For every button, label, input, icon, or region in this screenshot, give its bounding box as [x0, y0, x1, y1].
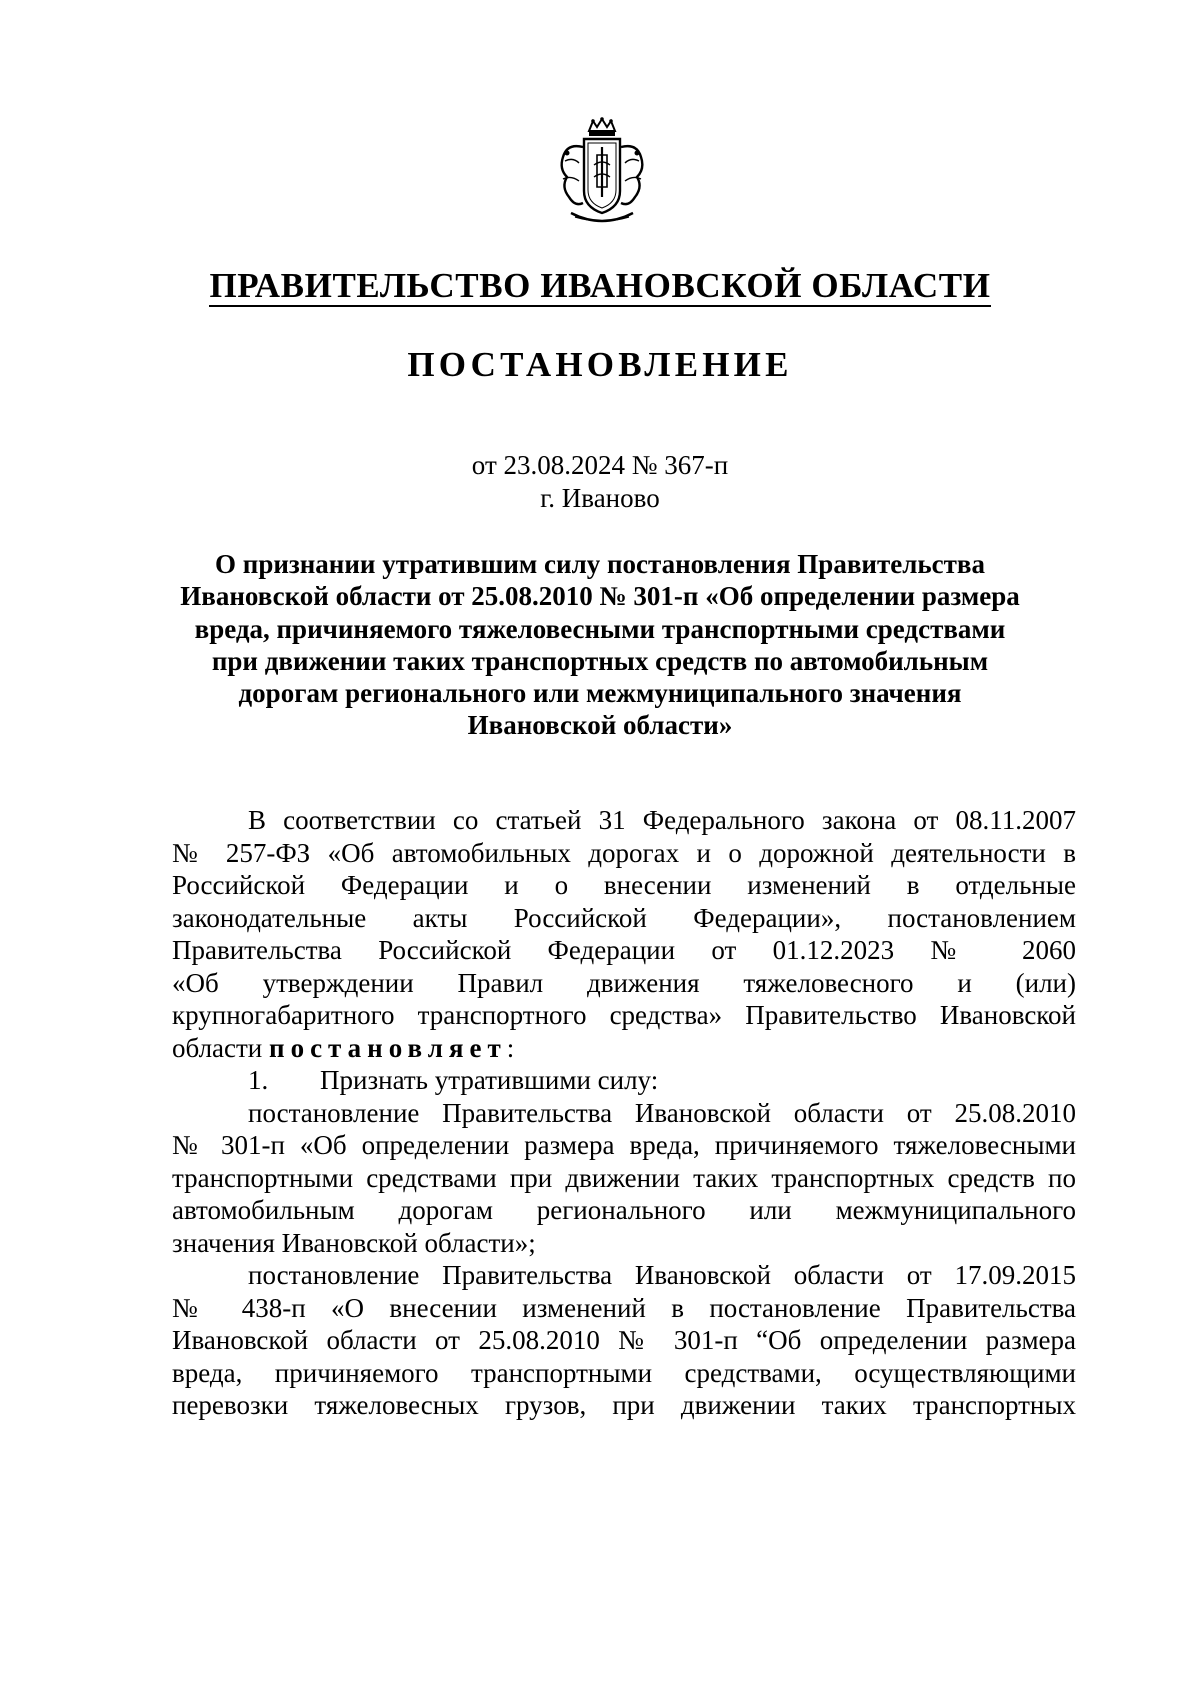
item-1 — [172, 1064, 1076, 1097]
subject-line: вреда, причиняемого тяжеловесными транспортными средствами — [194, 613, 1006, 644]
subject-line: при движении таких транспортных средств по автомобильным — [211, 645, 989, 676]
body-line: законодательные акты Российской Федерации», постановлением — [172, 902, 1076, 933]
subject-line: дорогам регионального или межмуниципального значения — [238, 678, 962, 709]
subject-line: О признании утратившим силу постановления Правительства — [215, 549, 985, 579]
subject-line: Ивановской области от 25.08.2010 № 301-п «Об определении размера — [180, 581, 1020, 612]
body-line: постановление Правительства Ивановской области от 25.08.2010 — [248, 1097, 1076, 1128]
body-line: В соответствии со статьей 31 Федерального закона от 08.11.2007 — [248, 805, 1076, 835]
decides-word: постановляет — [269, 1032, 507, 1063]
document-meta — [0, 449, 1200, 515]
body-line: транспортными средствами при движении таких транспортных средств по — [172, 1162, 1076, 1193]
body-line: крупногабаритного транспортного средства» Правительство Ивановской — [172, 1000, 1076, 1030]
document-type: ПОСТАНОВЛЕНИЕ — [407, 345, 793, 384]
city: г. Иваново — [540, 483, 660, 513]
body-text: : — [506, 1032, 515, 1063]
document-subject — [150, 548, 1050, 742]
document-body — [172, 804, 1076, 1422]
government-title — [0, 264, 1200, 308]
body-line: Ивановской области от 25.08.2010 № 301-п “Об определении размера — [172, 1325, 1076, 1355]
body-line: № 301-п «Об определении размера вреда, причиняемого тяжеловесными — [172, 1130, 1076, 1160]
body-line: автомобильным дорогам регионального или межмуниципального — [172, 1195, 1076, 1225]
body-line: № 438-п «О внесении изменений в постановление Правительства — [172, 1292, 1076, 1323]
coat-of-arms-icon — [553, 117, 651, 229]
body-line: перевозки тяжеловесных грузов, при движении таких транспортных — [172, 1390, 1076, 1420]
body-line: Правительства Российской Федерации от 01.12.2023 № 2060 — [172, 935, 1076, 965]
body-text: области — [172, 1032, 270, 1063]
government-title-text: ПРАВИТЕЛЬСТВО ИВАНОВСКОЙ ОБЛАСТИ — [209, 266, 991, 305]
body-line: постановление Правительства Ивановской области от 17.09.2015 — [248, 1260, 1076, 1290]
body-line-decides — [172, 1032, 1076, 1065]
subject-line: Ивановской области» — [467, 710, 733, 741]
date-number: от 23.08.2024 № 367-п — [471, 450, 729, 480]
body-line: «Об утверждении Правил движения тяжеловесного и (или) — [172, 967, 1076, 998]
body-line: значения Ивановской области»; — [172, 1227, 536, 1258]
item-number: 1. — [248, 1065, 269, 1095]
body-line: вреда, причиняемого транспортными средствами, осуществляющими — [172, 1357, 1076, 1388]
item-text: Признать утратившими силу: — [320, 1065, 659, 1095]
body-line: № 257-ФЗ «Об автомобильных дорогах и о дорожной деятельности в — [172, 837, 1076, 868]
body-line: Российской Федерации и о внесении изменений в отдельные — [172, 870, 1076, 900]
